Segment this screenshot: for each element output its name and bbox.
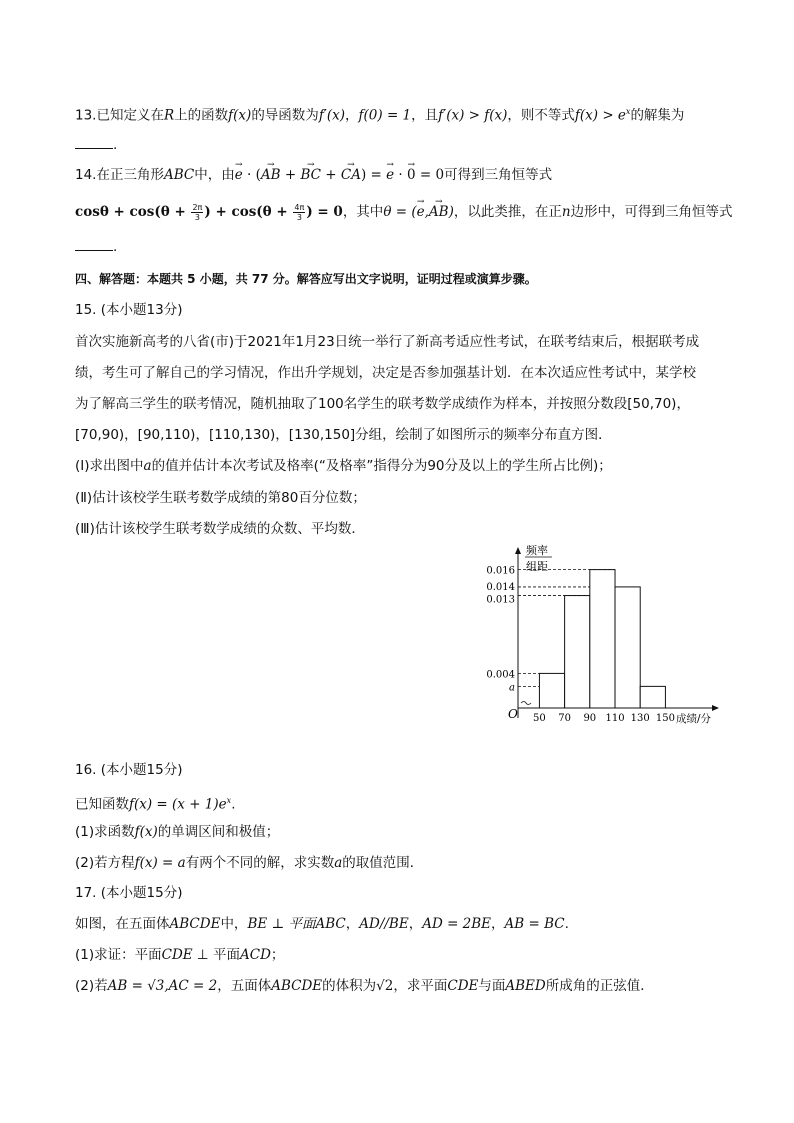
y-axis-label-top: 频率	[526, 544, 548, 557]
q14-vector-zero: → 0	[407, 166, 416, 184]
q17-text: ，	[491, 916, 505, 932]
q14-math-n: n	[561, 204, 571, 220]
frac-denominator: 3	[194, 212, 200, 222]
q16-text: (1)求函数	[75, 824, 135, 840]
q16-math: f(x) = a	[134, 855, 186, 871]
q17-text: 中，	[220, 916, 248, 932]
q16-stem	[75, 792, 235, 814]
q14-frac-4pi	[293, 203, 305, 222]
q14-math: ABC	[163, 167, 195, 183]
q15-math-a: a	[143, 458, 152, 474]
q15-subquestion-3: (Ⅲ)估计该校学生联考数学成绩的众数、平均数．	[75, 521, 365, 537]
q14-vector-e: → e	[417, 200, 425, 224]
q17-text: (2)若	[75, 978, 108, 994]
q13-math-ineq1: f′(x) > f(x)	[438, 107, 508, 124]
q16-text: 的单调区间和极值；	[157, 824, 280, 840]
q17-math: ACD	[239, 947, 271, 963]
q13-end: .	[113, 137, 118, 153]
frac-numerator: 4π	[294, 202, 305, 212]
q17-subquestion-1	[75, 946, 284, 964]
q14-answer-blank[interactable]	[75, 238, 113, 251]
frequency-histogram	[478, 540, 728, 730]
q14-math: = 0	[415, 167, 445, 183]
q16-math-sup: x	[226, 796, 232, 805]
x-tick-label: 70	[558, 713, 571, 724]
q17-math: ABCDE	[169, 916, 221, 932]
y-tick-label: 0.014	[486, 581, 515, 593]
q14-text: ，其中	[342, 204, 384, 220]
q15-subquestion-2: (Ⅱ)估计该校学生联考数学成绩的第80百分位数；	[75, 490, 366, 506]
q16-text: (2)若方程	[75, 855, 135, 871]
q14-frac-2pi	[191, 203, 203, 222]
q13-text: ，且	[411, 107, 439, 124]
q13-text: 的导函数为	[251, 107, 319, 124]
q16-text: 的取值范围．	[342, 855, 424, 871]
q17-math: ABED	[505, 978, 546, 994]
q13-math-fpx: f′(x)	[318, 107, 346, 124]
axis-break-mark	[521, 702, 531, 705]
y-tick-labels	[486, 566, 515, 694]
q14-line3	[75, 238, 117, 256]
q16-math: f(x)	[134, 824, 158, 840]
q13-math-sup: x	[625, 107, 631, 116]
chart-origin: O	[508, 707, 518, 721]
q17-math: CDE	[447, 978, 479, 994]
q13-text: 的解集为	[630, 107, 685, 124]
q14-vector-BC: → BC	[300, 166, 321, 184]
q17-header: 17. (本小题15分)	[75, 885, 183, 901]
q17-math: AD = 2BE	[422, 916, 492, 932]
q15-paragraph-line: [70,90)，[90,110)，[110,130)，[130,150]分组，绘制了如图所示的频率分布直方图．	[75, 427, 612, 443]
x-tick-label: 150	[655, 713, 675, 724]
q15-paragraph-line: 绩，考生可了解自己的学习情况，作出升学规划，决定是否参加强基计划．在本次适应性考试中，某学校	[75, 365, 696, 381]
q13-math-R: R	[163, 107, 175, 124]
q14-text: 中，由	[194, 167, 235, 183]
q13-text: 已知定义在	[96, 107, 164, 124]
q14-vector-AB: → AB	[261, 166, 281, 184]
q13-math-fx: f(x)	[228, 107, 252, 124]
q13-number: 13.	[75, 107, 97, 124]
q16-math-a: a	[334, 855, 343, 871]
q17-text: ，求平面	[393, 978, 448, 994]
q14-text: ，以此类推，在正	[453, 204, 562, 220]
y-tick-label: 0.004	[486, 669, 515, 681]
q15-text: 的值并估计本次考试及格率(“及格率”指得分为90分及以上的学生所占比例)；	[151, 458, 612, 474]
q14-math: )	[448, 204, 454, 220]
q14-math: +	[280, 167, 301, 183]
x-tick-labels	[533, 713, 675, 724]
q14-math: · (	[242, 167, 261, 183]
q17-text: 如图，在五面体	[75, 916, 170, 932]
x-tick-label: 110	[605, 713, 625, 724]
q14-vector-e: → e	[235, 166, 243, 184]
q17-text: 与面	[478, 978, 506, 994]
x-tick-label: 130	[630, 713, 650, 724]
q14-number: 14.	[75, 167, 97, 183]
y-tick-label: a	[509, 682, 515, 694]
histogram-bar	[565, 596, 590, 708]
q17-text: .	[564, 916, 569, 932]
q16-math-function: f(x) = (x + 1)e	[129, 796, 227, 813]
q16-subquestion-1	[75, 823, 279, 841]
q14-math: +	[320, 167, 341, 183]
y-tick-label: 0.016	[486, 565, 515, 577]
section-4-heading: 四、解答题：本题共 5 小题，共 77 分。解答应写出文字说明，证明过程或演算步骤。	[75, 272, 537, 286]
q14-text: 可得到三角恒等式	[444, 167, 553, 183]
q16-text: 已知函数	[75, 796, 129, 813]
q14-math: cosθ + cos(θ +	[75, 204, 191, 220]
q14-math: ) =	[360, 167, 387, 183]
q14-vector-CA: → CA	[341, 166, 361, 184]
histogram-bar	[590, 570, 615, 708]
q15-header: 15. (本小题13分)	[75, 302, 183, 318]
q17-stem	[75, 915, 569, 933]
q14-vector-AB: → AB	[429, 200, 449, 224]
q13-text: ，则不等式	[507, 107, 575, 124]
q15-text: (Ⅰ)求出图中	[75, 458, 144, 474]
q15-subquestion-1	[75, 457, 612, 475]
q17-subquestion-2	[75, 977, 654, 995]
q17-math: BE ⊥ 平面ABC	[247, 916, 346, 932]
q14-vector-e: → e	[386, 166, 394, 184]
q17-math: CDE	[161, 947, 193, 963]
x-tick-label: 50	[533, 713, 546, 724]
y-axis-label-bottom: 组距	[526, 560, 548, 573]
q14-math: ,	[424, 204, 429, 220]
q13-answer-blank[interactable]	[75, 136, 113, 149]
q16-text: 有两个不同的解，求实数	[185, 855, 335, 871]
q17-text: ，	[345, 916, 360, 932]
q13-line2	[75, 136, 117, 154]
q17-math: AB = BC	[504, 916, 565, 932]
histogram-bar	[640, 686, 665, 708]
chart-bars	[539, 570, 665, 708]
q15-paragraph-line: 为了解高三学生的联考情况，随机抽取了100名学生的联考数学成绩作为样本，并按照分数段[50,70)，	[75, 396, 690, 412]
q14-math: ) + cos(θ +	[204, 204, 293, 220]
q17-math: ABCDE	[271, 978, 323, 994]
q17-text: (1)求证：平面	[75, 947, 162, 963]
q14-line1	[75, 166, 552, 184]
q14-text: 在正三角形	[96, 167, 164, 183]
x-tick-label: 90	[583, 713, 597, 724]
histogram-bar	[539, 673, 564, 708]
frac-denominator: 3	[296, 212, 302, 222]
q13-math-ineq2: f(x) > e	[574, 107, 626, 124]
q14-math: ·	[394, 167, 408, 183]
q13-math-f0: f(0) = 1	[358, 107, 412, 124]
q17-math: AB = √3,AC = 2	[107, 978, 218, 994]
q13-line1	[75, 103, 684, 125]
q14-math: ) = 0	[306, 204, 343, 220]
q17-text: 的体积为	[322, 978, 377, 994]
q14-math: θ = (	[383, 204, 417, 220]
q13-text: ，	[345, 107, 359, 124]
q16-header: 16. (本小题15分)	[75, 762, 183, 778]
q17-text: ，五面体	[217, 978, 272, 994]
q17-text: ⊥ 平面	[192, 947, 240, 963]
q16-subquestion-2	[75, 854, 423, 872]
q14-text: 边形中，可得到三角恒等式	[570, 204, 733, 220]
histogram-bar	[615, 587, 640, 708]
q17-text: 所成角的正弦值．	[545, 978, 654, 994]
x-axis-label: 成绩/分	[676, 713, 712, 725]
frac-numerator: 2π	[192, 202, 203, 212]
q16-text: .	[231, 796, 236, 813]
q17-math-volume: √2	[376, 978, 394, 994]
q14-end: .	[113, 239, 118, 255]
q15-paragraph-line: 首次实施新高考的八省(市)于2021年1月23日统一举行了新高考适应性考试，在联考结束后，根据联考成	[75, 334, 700, 350]
y-tick-label: 0.013	[486, 594, 515, 606]
q17-math: AD//BE	[359, 916, 409, 932]
q17-text: ；	[270, 947, 285, 963]
q17-text: ，	[408, 916, 423, 932]
q14-line2	[75, 200, 733, 224]
q13-text: 上的函数	[174, 107, 229, 124]
